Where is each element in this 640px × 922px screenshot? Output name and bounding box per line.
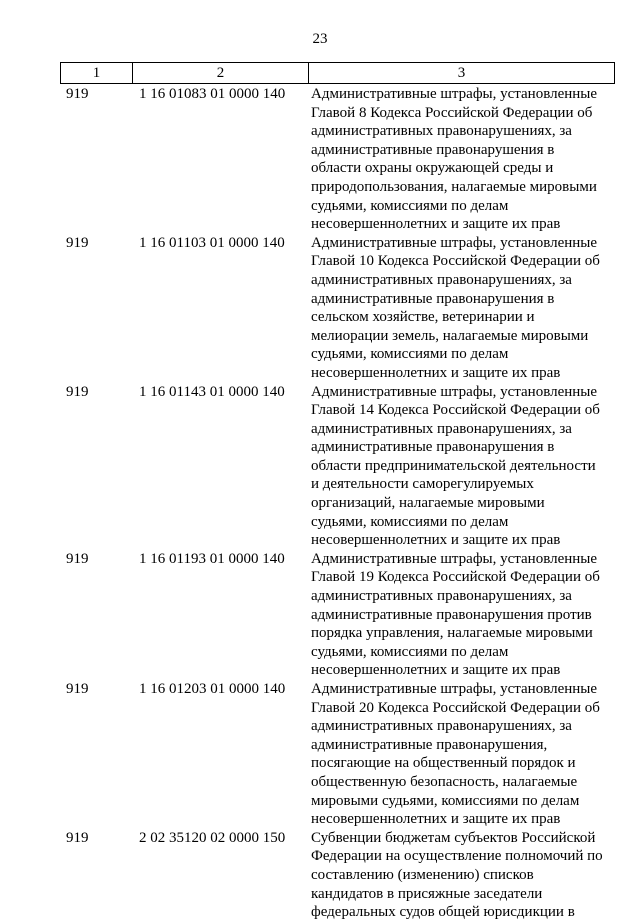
description-line: составлению (изменению) списков xyxy=(311,866,534,883)
description-line: административные правонарушения против xyxy=(311,606,592,623)
description-line: несовершеннолетних и защите их прав xyxy=(311,216,561,233)
description-line: судьями, комиссиями по делам xyxy=(311,643,509,660)
column-header-table xyxy=(60,62,615,84)
description-line: Главой 8 Кодекса Российской Федерации об xyxy=(311,104,593,121)
income-description xyxy=(311,383,609,550)
description-line: административных правонарушениях, за xyxy=(311,718,572,735)
budget-classification-code: 1 16 01193 01 0000 140 xyxy=(139,550,285,567)
column-header-3: 3 xyxy=(309,63,615,84)
description-line: Субвенции бюджетам субъектов Российской xyxy=(311,829,596,846)
description-line: Административные штрафы, установленные xyxy=(311,681,598,697)
page-number: 23 xyxy=(312,31,328,47)
income-description xyxy=(311,829,609,922)
description-line: Главой 14 Кодекса Российской Федерации об xyxy=(311,402,600,419)
description-line: административных правонарушениях, за xyxy=(311,271,572,288)
description-line: несовершеннолетних и защите их прав xyxy=(311,662,561,679)
description-line: Федерации на осуществление полномочий по xyxy=(311,848,603,865)
column-header-row xyxy=(61,63,615,84)
description-line: сельском хозяйстве, ветеринарии и xyxy=(311,309,535,326)
admin-code: 919 xyxy=(66,550,89,567)
description-line: Главой 20 Кодекса Российской Федерации об xyxy=(311,699,600,716)
income-description xyxy=(311,680,609,829)
description-line: федеральных судов общей юрисдикции в xyxy=(311,904,575,921)
table-row xyxy=(0,234,640,383)
table-row xyxy=(0,829,640,922)
budget-classification-code: 1 16 01083 01 0000 140 xyxy=(139,86,286,102)
description-line: административные правонарушения в xyxy=(311,290,555,307)
description-line: Административные штрафы, установленные xyxy=(311,550,598,567)
description-line: административных правонарушениях, за xyxy=(311,123,572,140)
description-line: и деятельности саморегулируемых xyxy=(311,476,534,493)
income-description xyxy=(311,234,609,383)
description-line: административных правонарушениях, за xyxy=(311,420,572,437)
table-row xyxy=(0,550,640,680)
description-line: порядка управления, налагаемые мировыми xyxy=(311,625,593,642)
table-body xyxy=(0,85,640,922)
budget-classification-code: 1 16 01203 01 0000 140 xyxy=(139,681,286,697)
description-line: посягающие на общественный порядок и xyxy=(311,755,576,772)
description-line: мировыми судьями, комиссиями по делам xyxy=(311,792,580,809)
admin-code: 919 xyxy=(66,234,89,251)
description-line: кандидатов в присяжные заседатели xyxy=(311,885,543,902)
description-line: судьями, комиссиями по делам xyxy=(311,197,509,214)
description-line: Главой 19 Кодекса Российской Федерации об xyxy=(311,569,600,586)
description-line: области предпринимательской деятельности xyxy=(311,457,596,474)
description-line: несовершеннолетних и защите их прав xyxy=(311,364,561,381)
column-header-1: 1 xyxy=(61,63,133,84)
description-line: административные правонарушения в xyxy=(311,439,555,456)
description-line: области охраны окружающей среды и xyxy=(311,160,554,177)
description-line: несовершеннолетних и защите их прав xyxy=(311,811,561,828)
description-line: Административные штрафы, установленные xyxy=(311,86,598,102)
table-row xyxy=(0,680,640,829)
description-line: судьями, комиссиями по делам xyxy=(311,513,509,530)
column-header-2: 2 xyxy=(133,63,309,84)
description-line: мелиорации земель, налагаемые мировыми xyxy=(311,327,589,344)
admin-code: 919 xyxy=(66,383,89,400)
description-line: административных правонарушениях, за xyxy=(311,588,572,605)
table-row xyxy=(0,85,640,234)
description-line: природопользования, налагаемые мировыми xyxy=(311,178,597,195)
description-line: административные правонарушения, xyxy=(311,736,548,753)
income-description xyxy=(311,550,609,680)
description-line: организаций, налагаемые мировыми xyxy=(311,495,545,512)
description-line: Административные штрафы, установленные xyxy=(311,383,598,400)
budget-classification-code: 2 02 35120 02 0000 150 xyxy=(139,829,286,846)
budget-classification-code: 1 16 01103 01 0000 140 xyxy=(139,234,285,251)
budget-classification-code: 1 16 01143 01 0000 140 xyxy=(139,383,285,400)
description-line: административные правонарушения в xyxy=(311,141,555,158)
description-line: Административные штрафы, установленные xyxy=(311,234,598,251)
admin-code: 919 xyxy=(66,829,89,846)
description-line: общественную безопасность, налагаемые xyxy=(311,773,578,790)
description-line: несовершеннолетних и защите их прав xyxy=(311,532,561,549)
description-line: судьями, комиссиями по делам xyxy=(311,346,509,363)
description-line: Главой 10 Кодекса Российской Федерации об xyxy=(311,253,600,270)
admin-code: 919 xyxy=(66,86,89,102)
income-description xyxy=(311,85,609,234)
table-row xyxy=(0,383,640,550)
admin-code: 919 xyxy=(66,681,89,697)
